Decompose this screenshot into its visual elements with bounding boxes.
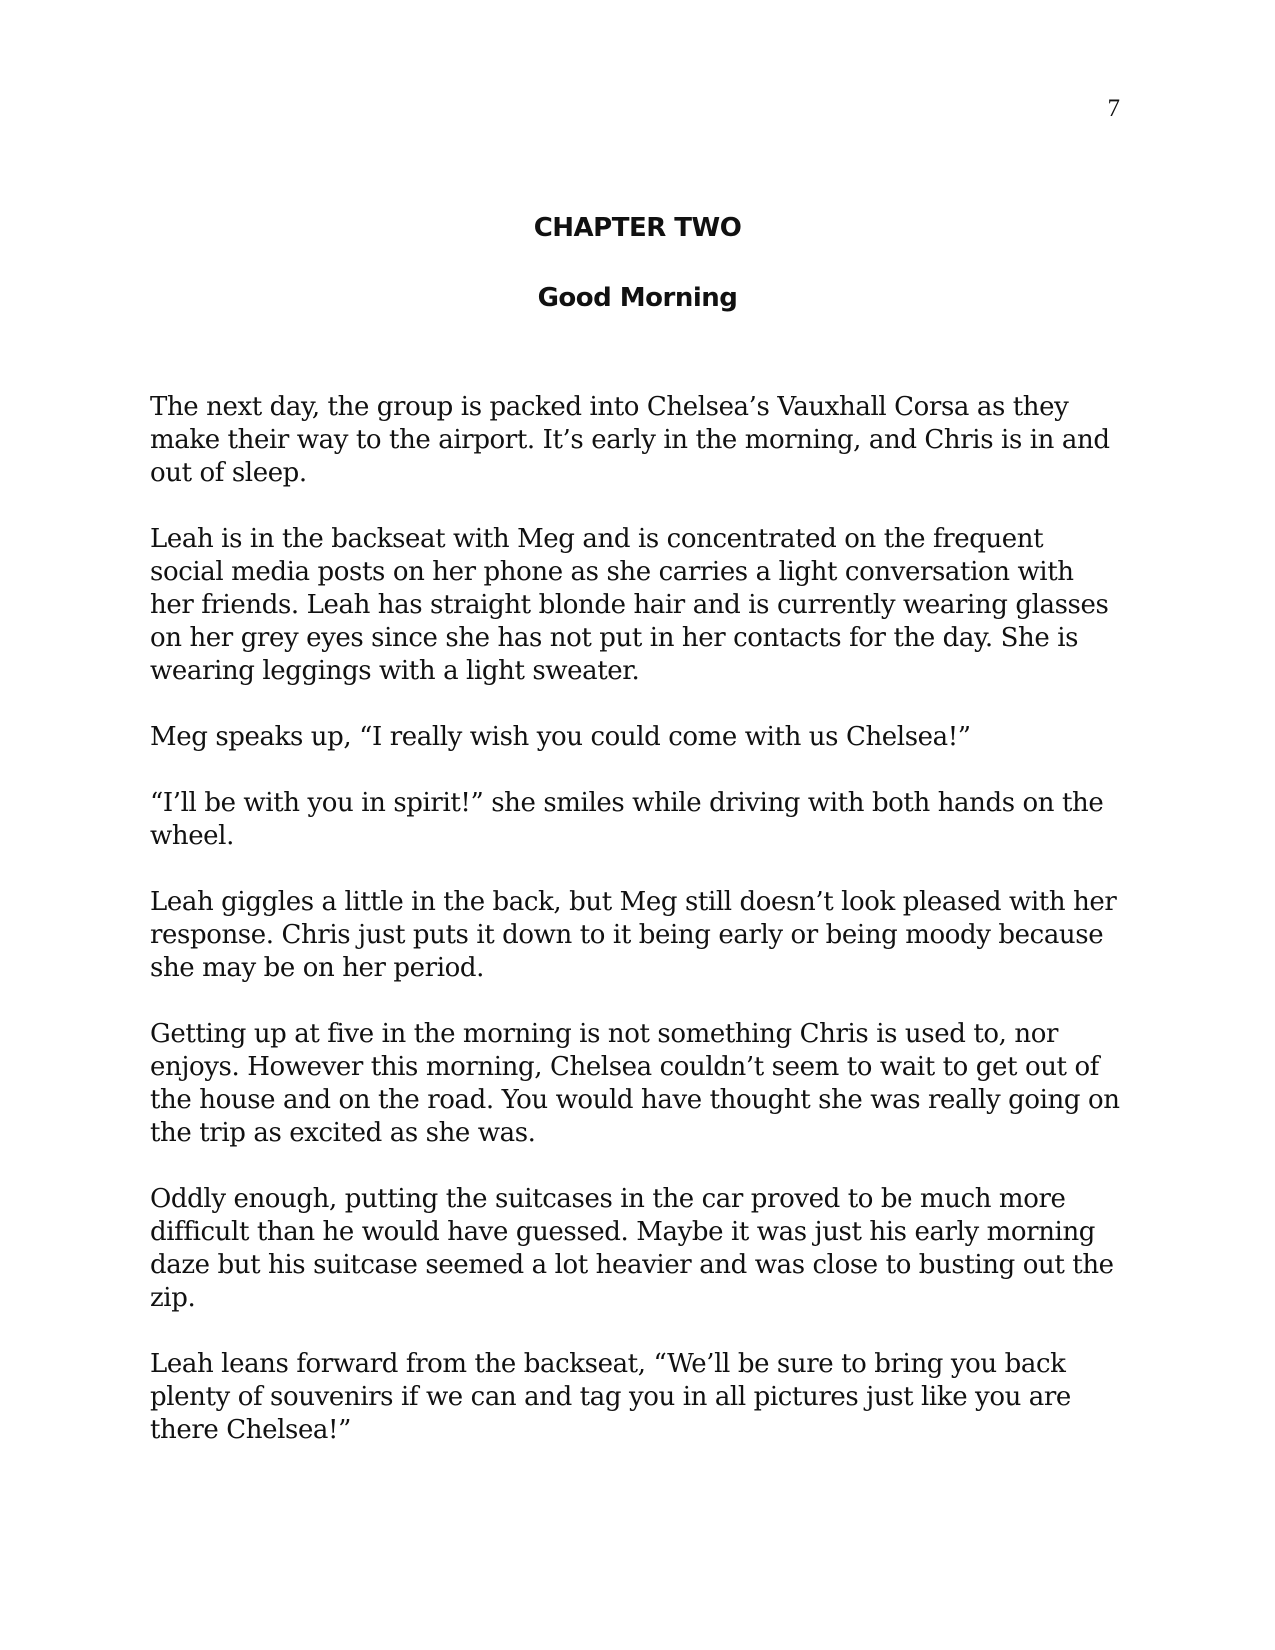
page-number: 7	[1107, 95, 1120, 122]
chapter-title: CHAPTER TWO	[533, 213, 742, 243]
paragraph: Leah is in the backseat with Meg and is concentrated on the frequent social media posts on her phone as she carries a light conversation with her friends. Leah has straight blonde hair and is currently wearing glasses on her grey eyes since she has not put in her contacts for the day. She is wearing leggings with a light sweater.	[150, 524, 1109, 686]
paragraph: Oddly enough, putting the suitcases in the car proved to be much more difficult than he would have guessed. Maybe it was just his early morning daze but his suitcase seemed a lot heavier and was close to busting out the zip.	[150, 1184, 1114, 1313]
chapter-subtitle: Good Morning	[537, 283, 738, 313]
paragraph: Getting up at five in the morning is not something Chris is used to, nor enjoys. However this morning, Chelsea couldn’t seem to wait to get out of the house and on the road. You would have thought she was really going on the trip as excited as she was.	[150, 1019, 1120, 1148]
paragraph: Meg speaks up, “I really wish you could come with us Chelsea!”	[150, 722, 971, 752]
paragraph: The next day, the group is packed into Chelsea’s Vauxhall Corsa as they make their way to the airport. It’s early in the morning, and Chris is in and out of sleep.	[150, 392, 1110, 488]
body-text	[150, 391, 1120, 1480]
paragraph: “I’ll be with you in spirit!” she smiles while driving with both hands on the wheel.	[150, 788, 1104, 851]
paragraph: Leah leans forward from the backseat, “We’ll be sure to bring you back plenty of souvenirs if we can and tag you in all pictures just like you are there Chelsea!”	[150, 1349, 1071, 1445]
paragraph: Leah giggles a little in the back, but Meg still doesn’t look pleased with her response. Chris just puts it down to it being early or being moody because she may be on her period.	[150, 887, 1117, 983]
